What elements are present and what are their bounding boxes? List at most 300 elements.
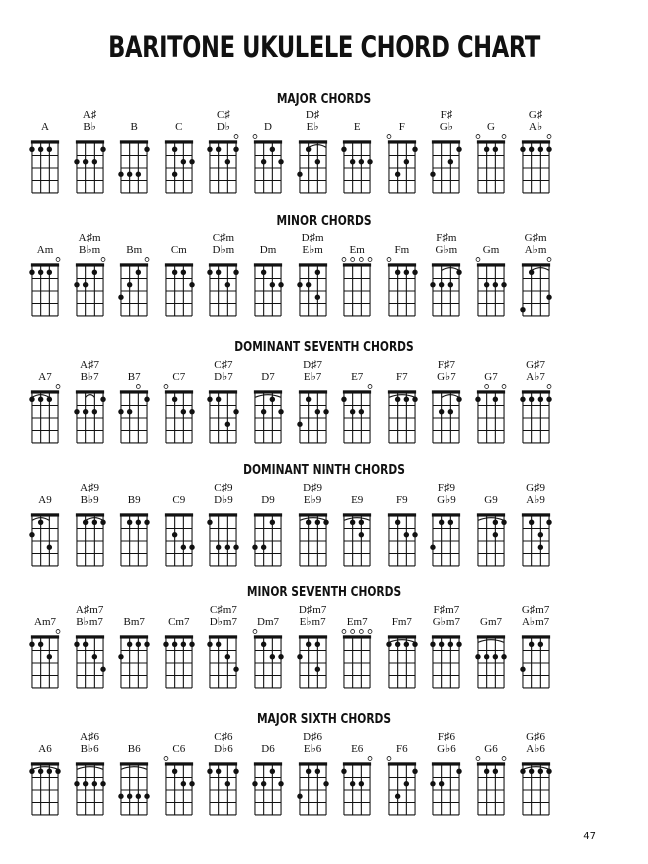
chord-name: D♭m <box>212 244 235 256</box>
chord-alt-name: A♯m7 <box>75 604 104 616</box>
finger-dot <box>145 147 150 152</box>
finger-dot <box>493 532 498 537</box>
barre-arc <box>300 518 326 521</box>
chord-name: A6 <box>38 743 52 755</box>
chord-name: E6 <box>351 743 364 755</box>
finger-dot <box>234 769 239 774</box>
finger-dot <box>74 159 79 164</box>
chord-diagram <box>246 483 290 579</box>
nut <box>31 263 59 266</box>
nut <box>432 513 460 516</box>
fretboard <box>68 380 112 456</box>
nut <box>343 263 371 266</box>
chord-diagram <box>23 110 67 206</box>
finger-dot <box>172 642 177 647</box>
finger-dot <box>261 270 266 275</box>
finger-dot <box>38 270 43 275</box>
fretboard <box>157 503 201 579</box>
nut <box>165 762 193 765</box>
finger-dot <box>431 282 436 287</box>
chord-name: B6 <box>127 743 141 755</box>
chord-alt-name: D♯9 <box>303 482 323 494</box>
finger-dot <box>341 769 346 774</box>
barre-arc <box>85 395 94 398</box>
chord-alt-name: F♯m <box>436 232 457 244</box>
finger-dot <box>403 532 408 537</box>
nut <box>120 635 148 638</box>
finger-dot <box>297 282 302 287</box>
finger-dot <box>350 159 355 164</box>
chord-alt-name: G♯ <box>528 109 543 121</box>
finger-dot <box>172 172 177 177</box>
finger-dot <box>100 781 105 786</box>
chord-diagram <box>380 110 424 206</box>
finger-dot <box>520 397 525 402</box>
chord-diagram <box>246 233 290 329</box>
fretboard <box>68 752 112 828</box>
finger-dot <box>100 667 105 672</box>
chord-diagram <box>23 605 67 701</box>
barre-arc <box>389 395 415 398</box>
fretboard <box>157 625 201 701</box>
chord-diagram <box>157 605 201 701</box>
chord-diagram <box>335 605 379 701</box>
open-string-marker <box>351 630 355 634</box>
chord-diagram <box>157 483 201 579</box>
chord-diagram <box>291 605 335 701</box>
chord-alt-name: C♯m7 <box>209 604 237 616</box>
chord-diagram <box>424 110 468 206</box>
finger-dot <box>47 397 52 402</box>
finger-dot <box>216 270 221 275</box>
finger-dot <box>350 409 355 414</box>
finger-dot <box>520 147 525 152</box>
finger-dot <box>74 282 79 287</box>
finger-dot <box>189 642 194 647</box>
chord-name: D6 <box>261 743 275 755</box>
fretboard <box>380 253 424 329</box>
open-string-marker <box>56 385 60 389</box>
finger-dot <box>314 769 319 774</box>
finger-dot <box>83 409 88 414</box>
finger-dot <box>457 270 462 275</box>
finger-dot <box>529 642 534 647</box>
chord-diagram <box>246 360 290 456</box>
chord-name: G♭m7 <box>432 616 460 628</box>
finger-dot <box>234 409 239 414</box>
chord-name: D♭6 <box>214 743 233 755</box>
finger-dot <box>537 769 542 774</box>
chord-name: E♭9 <box>303 494 322 506</box>
finger-dot <box>118 172 123 177</box>
finger-dot <box>91 654 96 659</box>
open-string-marker <box>253 135 257 139</box>
nut <box>432 762 460 765</box>
chord-name: C6 <box>172 743 186 755</box>
chord-alt-name: G♯m <box>524 232 547 244</box>
chord-name: E♭6 <box>303 743 322 755</box>
nut <box>120 263 148 266</box>
finger-dot <box>297 794 302 799</box>
finger-dot <box>172 769 177 774</box>
finger-dot <box>180 409 185 414</box>
barre-arc <box>478 518 504 521</box>
chord-diagram <box>335 110 379 206</box>
chord-diagram <box>514 732 558 828</box>
nut <box>209 762 237 765</box>
chord-alt-name: F♯7 <box>437 359 455 371</box>
chord-name: Fm7 <box>391 616 412 628</box>
finger-dot <box>457 642 462 647</box>
nut <box>209 635 237 638</box>
nut <box>298 390 326 393</box>
chord-diagram <box>380 360 424 456</box>
fretboard <box>514 625 558 701</box>
fretboard <box>469 130 513 206</box>
chord-name: B♭m7 <box>76 616 103 628</box>
chord-name: E♭ <box>306 121 319 133</box>
page-title: BARITONE UKULELE CHORD CHART <box>108 30 540 64</box>
nut <box>254 635 282 638</box>
chord-name: F <box>398 121 405 133</box>
finger-dot <box>234 545 239 550</box>
finger-dot <box>91 520 96 525</box>
finger-dot <box>314 159 319 164</box>
finger-dot <box>118 295 123 300</box>
open-string-marker <box>547 258 551 262</box>
finger-dot <box>145 397 150 402</box>
chord-name: Em7 <box>346 616 368 628</box>
chord-diagram <box>68 483 112 579</box>
nut <box>120 390 148 393</box>
fretboard <box>335 130 379 206</box>
finger-dot <box>412 532 417 537</box>
fretboard <box>68 503 112 579</box>
chord-diagram <box>335 233 379 329</box>
chord-diagram <box>380 483 424 579</box>
chord-diagram <box>246 605 290 701</box>
nut <box>388 635 416 638</box>
chord-name: A7 <box>38 371 52 383</box>
finger-dot <box>439 409 444 414</box>
nut <box>209 263 237 266</box>
nut <box>165 140 193 143</box>
finger-dot <box>145 520 150 525</box>
chord-name: D♭7 <box>214 371 233 383</box>
chord-diagram <box>514 483 558 579</box>
chord-name: E♭7 <box>303 371 322 383</box>
finger-dot <box>91 781 96 786</box>
fretboard <box>201 625 245 701</box>
fretboard <box>424 130 468 206</box>
nut <box>388 390 416 393</box>
finger-dot <box>180 159 185 164</box>
fretboard <box>335 503 379 579</box>
finger-dot <box>216 147 221 152</box>
nut <box>432 390 460 393</box>
finger-dot <box>493 282 498 287</box>
nut <box>477 513 505 516</box>
finger-dot <box>145 794 150 799</box>
finger-dot <box>448 282 453 287</box>
fretboard <box>469 752 513 828</box>
finger-dot <box>403 270 408 275</box>
chord-diagram <box>469 605 513 701</box>
open-string-marker <box>502 385 506 389</box>
chord-name: E7 <box>351 371 364 383</box>
chord-diagram <box>201 233 245 329</box>
nut <box>254 762 282 765</box>
nut <box>75 635 103 638</box>
finger-dot <box>448 409 453 414</box>
fretboard <box>380 625 424 701</box>
finger-dot <box>297 654 302 659</box>
finger-dot <box>38 642 43 647</box>
finger-dot <box>403 159 408 164</box>
nut <box>31 635 59 638</box>
chord-diagram <box>68 360 112 456</box>
chord-diagram <box>112 483 156 579</box>
finger-dot <box>172 147 177 152</box>
chord-diagram <box>23 360 67 456</box>
nut <box>432 635 460 638</box>
finger-dot <box>431 172 436 177</box>
chord-name: B♭9 <box>80 494 99 506</box>
chord-name: G♭6 <box>437 743 456 755</box>
finger-dot <box>457 147 462 152</box>
nut <box>254 513 282 516</box>
nut <box>209 140 237 143</box>
finger-dot <box>136 172 141 177</box>
nut <box>298 263 326 266</box>
open-string-marker <box>387 258 391 262</box>
nut <box>343 762 371 765</box>
finger-dot <box>341 397 346 402</box>
finger-dot <box>278 781 283 786</box>
section-title: DOMINANT NINTH CHORDS <box>243 463 405 478</box>
barre-arc <box>32 767 58 770</box>
finger-dot <box>29 532 34 537</box>
chord-name: Gm <box>482 244 500 256</box>
chord-diagram <box>201 605 245 701</box>
nut <box>254 263 282 266</box>
finger-dot <box>484 769 489 774</box>
chord-name: E9 <box>351 494 364 506</box>
fretboard <box>424 503 468 579</box>
barre-arc <box>255 395 281 398</box>
finger-dot <box>127 520 132 525</box>
open-string-marker <box>56 630 60 634</box>
finger-dot <box>252 781 257 786</box>
fretboard <box>469 503 513 579</box>
fretboard <box>112 752 156 828</box>
chord-diagram <box>514 233 558 329</box>
finger-dot <box>529 769 534 774</box>
chord-name: G♭9 <box>437 494 456 506</box>
chord-alt-name: C♯m <box>212 232 235 244</box>
finger-dot <box>314 520 319 525</box>
chord-name: G♭m <box>435 244 458 256</box>
chord-name: G6 <box>484 743 498 755</box>
chord-alt-name: A♯9 <box>80 482 100 494</box>
chord-name: B♭6 <box>80 743 99 755</box>
finger-dot <box>537 147 542 152</box>
finger-dot <box>314 295 319 300</box>
finger-dot <box>83 520 88 525</box>
finger-dot <box>493 397 498 402</box>
finger-dot <box>38 147 43 152</box>
barre-arc <box>389 640 415 643</box>
finger-dot <box>261 781 266 786</box>
nut <box>343 513 371 516</box>
chord-name: B♭m <box>79 244 101 256</box>
fretboard <box>335 625 379 701</box>
fretboard <box>514 380 558 456</box>
chord-name: D♭9 <box>214 494 233 506</box>
finger-dot <box>136 794 141 799</box>
finger-dot <box>74 409 79 414</box>
finger-dot <box>341 147 346 152</box>
finger-dot <box>537 532 542 537</box>
chord-name: A♭9 <box>526 494 545 506</box>
finger-dot <box>537 397 542 402</box>
chord-name: B7 <box>127 371 141 383</box>
open-string-marker <box>101 258 105 262</box>
chord-diagram <box>514 360 558 456</box>
nut <box>165 513 193 516</box>
chord-diagram <box>291 110 335 206</box>
chord-diagram <box>424 732 468 828</box>
finger-dot <box>306 147 311 152</box>
finger-dot <box>412 642 417 647</box>
finger-dot <box>439 282 444 287</box>
finger-dot <box>208 520 213 525</box>
chord-diagram <box>23 233 67 329</box>
chord-diagram <box>112 360 156 456</box>
chord-diagram <box>514 605 558 701</box>
finger-dot <box>180 642 185 647</box>
open-string-marker <box>137 385 141 389</box>
chord-diagram <box>335 732 379 828</box>
finger-dot <box>252 545 257 550</box>
chord-diagram <box>291 233 335 329</box>
chord-name: Bm7 <box>123 616 145 628</box>
chord-name: D <box>264 121 272 133</box>
finger-dot <box>270 654 275 659</box>
finger-dot <box>208 769 213 774</box>
chord-diagram <box>201 483 245 579</box>
finger-dot <box>38 769 43 774</box>
nut <box>75 762 103 765</box>
finger-dot <box>100 520 105 525</box>
finger-dot <box>395 172 400 177</box>
finger-dot <box>359 781 364 786</box>
nut <box>298 513 326 516</box>
open-string-marker <box>342 258 346 262</box>
finger-dot <box>47 769 52 774</box>
finger-dot <box>314 642 319 647</box>
chord-name: Dm7 <box>257 616 279 628</box>
finger-dot <box>189 282 194 287</box>
nut <box>477 263 505 266</box>
chord-name: A♭m7 <box>521 616 550 628</box>
chord-name: F6 <box>395 743 408 755</box>
finger-dot <box>537 642 542 647</box>
open-string-marker <box>253 630 257 634</box>
finger-dot <box>431 642 436 647</box>
barre-arc <box>478 640 504 643</box>
finger-dot <box>91 270 96 275</box>
finger-dot <box>314 667 319 672</box>
chord-name: A♭6 <box>526 743 545 755</box>
finger-dot <box>395 794 400 799</box>
finger-dot <box>350 781 355 786</box>
finger-dot <box>475 654 480 659</box>
fretboard <box>68 253 112 329</box>
fretboard <box>201 130 245 206</box>
chord-diagram <box>112 605 156 701</box>
open-string-marker <box>476 135 480 139</box>
finger-dot <box>118 409 123 414</box>
finger-dot <box>529 520 534 525</box>
chord-alt-name: C♯7 <box>214 359 233 371</box>
open-string-marker <box>360 630 364 634</box>
finger-dot <box>314 409 319 414</box>
fretboard <box>380 380 424 456</box>
finger-dot <box>501 654 506 659</box>
finger-dot <box>47 147 52 152</box>
chord-name: G♭ <box>439 121 453 133</box>
chord-diagram <box>23 483 67 579</box>
chord-name: B♭7 <box>80 371 99 383</box>
finger-dot <box>225 282 230 287</box>
open-string-marker <box>368 757 372 761</box>
chord-diagram <box>157 360 201 456</box>
chord-name: E♭m <box>302 244 323 256</box>
open-string-marker <box>234 135 238 139</box>
chord-name: A♭m <box>524 244 547 256</box>
finger-dot <box>493 654 498 659</box>
finger-dot <box>38 397 43 402</box>
nut <box>521 390 549 393</box>
fretboard <box>157 253 201 329</box>
chord-alt-name: D♯m7 <box>298 604 327 616</box>
finger-dot <box>520 667 525 672</box>
finger-dot <box>208 642 213 647</box>
chord-diagram <box>68 605 112 701</box>
finger-dot <box>323 409 328 414</box>
nut <box>75 513 103 516</box>
chord-alt-name: F♯m7 <box>433 604 460 616</box>
fretboard <box>246 130 290 206</box>
finger-dot <box>395 397 400 402</box>
chord-alt-name: G♯m7 <box>521 604 550 616</box>
nut <box>165 263 193 266</box>
finger-dot <box>306 282 311 287</box>
chord-name: C7 <box>172 371 186 383</box>
chord-name: B♭ <box>83 121 96 133</box>
finger-dot <box>412 270 417 275</box>
finger-dot <box>145 642 150 647</box>
fretboard <box>291 503 335 579</box>
finger-dot <box>306 397 311 402</box>
nut <box>254 390 282 393</box>
fretboard <box>469 253 513 329</box>
finger-dot <box>475 397 480 402</box>
fretboard <box>246 380 290 456</box>
barre-arc <box>121 767 147 770</box>
finger-dot <box>180 270 185 275</box>
